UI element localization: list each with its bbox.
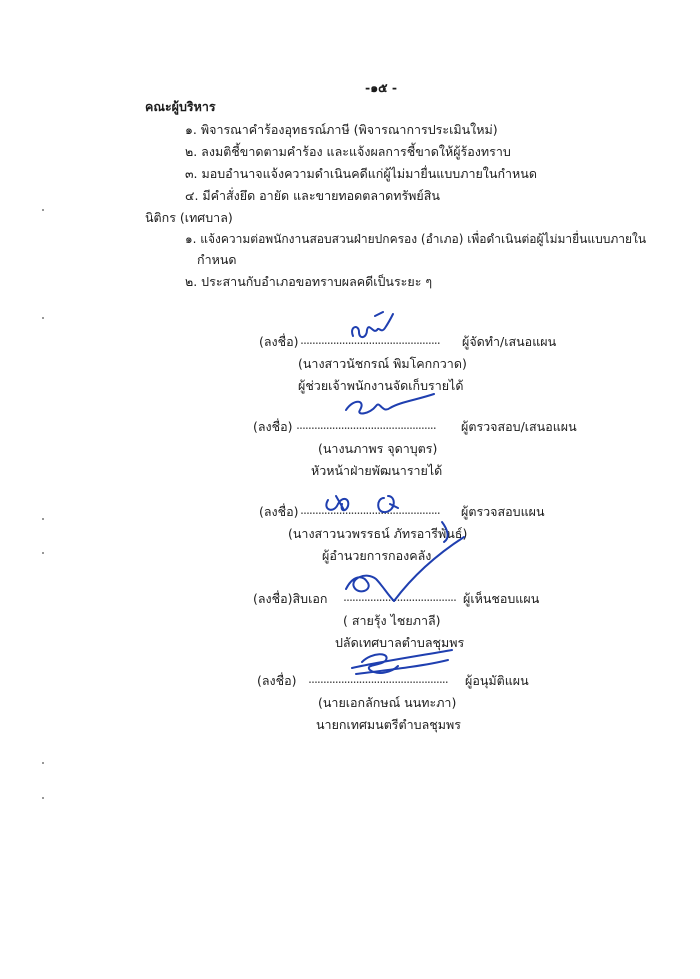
signature-1-role: ผู้จัดทำ/เสนอแผน: [462, 334, 557, 349]
signature-2-prefix: (ลงชื่อ): [253, 419, 293, 434]
legal-item-2: ๒. ประสานกับอำเภอขอทราบผลคดีเป็นระยะ ๆ: [185, 274, 433, 289]
signature-1-handwriting: [345, 310, 405, 346]
legal-heading: นิติกร (เทศบาล): [145, 210, 233, 225]
legal-item-1-line-2: กำหนด: [197, 252, 237, 267]
signature-4-role: ผู้เห็นชอบแผน: [463, 591, 540, 606]
signature-1-dotline: ...............................................: [300, 332, 440, 347]
signature-2-position: หัวหน้าฝ่ายพัฒนารายได้: [311, 463, 443, 478]
signature-4-name: ( สายรุ้ง ไชยภาลี): [343, 613, 441, 628]
executives-item-1: ๑. พิจารณาคำร้องอุทธรณ์ภาษี (พิจารณาการประเมินใหม่): [185, 122, 498, 137]
executives-item-4: ๔. มีคำสั่งยึด อายัด และขายทอดตลาดทรัพย์สิน: [185, 188, 440, 203]
scan-speck: [42, 317, 44, 319]
signature-3-role: ผู้ตรวจสอบแผน: [461, 504, 545, 519]
executives-heading: คณะผู้บริหาร: [145, 99, 216, 114]
scan-speck: [42, 552, 44, 554]
executives-item-3: ๓. มอบอำนาจแจ้งความดำเนินคดีแก่ผู้ไม่มายื่นแบบภายในกำหนด: [185, 166, 537, 181]
scan-speck: [42, 518, 44, 520]
signature-5-handwriting: [348, 646, 458, 680]
signature-4-position: ปลัดเทศบาลตำบลชุมพร: [335, 635, 465, 650]
legal-item-1-line-1: ๑. แจ้งความต่อพนักงานสอบสวนฝ่ายปกครอง (อำเภอ) เพื่อดำเนินต่อผู้ไม่มายื่นแบบภายใน: [185, 232, 647, 246]
signature-5-role: ผู้อนุมัติแผน: [465, 673, 529, 688]
executives-item-2: ๒. ลงมติชี้ขาดตามคำร้อง และแจ้งผลการชี้ขาดให้ผู้ร้องทราบ: [185, 144, 511, 159]
signature-2-role: ผู้ตรวจสอบ/เสนอแผน: [461, 419, 577, 434]
signature-4-handwriting: [340, 535, 470, 605]
signature-4-prefix: (ลงชื่อ)สิบเอก: [253, 591, 328, 606]
signature-3-dotline: ...............................................: [300, 502, 440, 517]
signature-5-dotline: ...............................................: [308, 671, 448, 686]
signature-5-position: นายกเทศมนตรีตำบลชุมพร: [316, 717, 461, 732]
page-number: -๑๕ -: [365, 80, 398, 95]
signature-4-dotline: ......................................: [343, 589, 456, 604]
signature-5-prefix: (ลงชื่อ): [257, 673, 297, 688]
signature-3-position: ผู้อำนวยการกองคลัง: [322, 548, 432, 563]
scan-speck: [42, 797, 44, 799]
signature-3-prefix: (ลงชื่อ): [259, 504, 299, 519]
signature-5-name: (นายเอกลักษณ์ นนทะภา): [318, 695, 457, 710]
signature-1-position: ผู้ช่วยเจ้าพนักงานจัดเก็บรายได้: [298, 378, 464, 393]
signature-1-name: (นางสาวนัชกรณ์ พิมโคกกวาด): [298, 356, 467, 371]
signature-2-name: (นางนภาพร จุดาบุตร): [318, 441, 438, 456]
signature-1-prefix: (ลงชื่อ): [259, 334, 299, 349]
scan-speck: [42, 762, 44, 764]
signature-2-handwriting: [340, 392, 440, 422]
signature-3-name: (นางสาวนวพรรธน์ ภัทรอารีพันธ์): [288, 526, 468, 541]
scan-speck: [42, 209, 44, 211]
signature-2-dotline: ...............................................: [296, 417, 436, 432]
